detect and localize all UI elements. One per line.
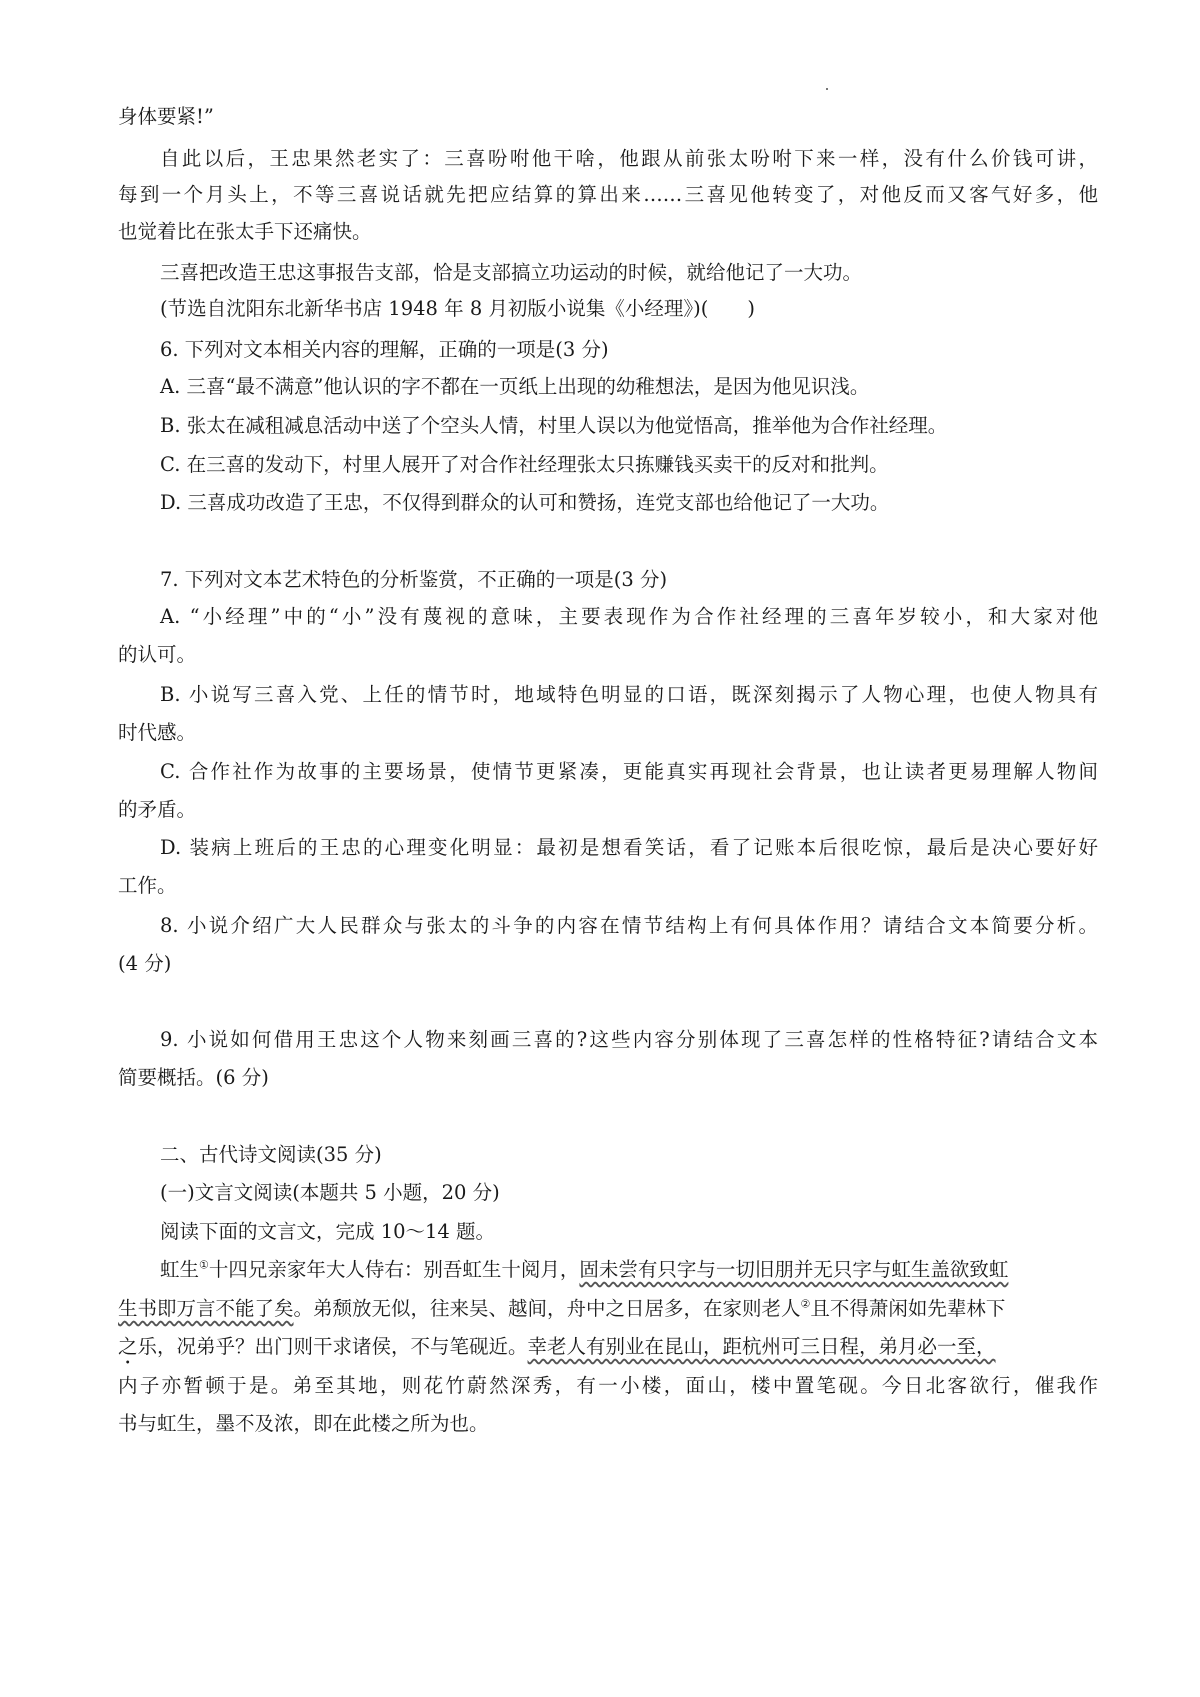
footnote-marker-2: ②	[800, 1297, 811, 1311]
story-p1-line-2: 每到一个月头上，不等三喜说话就先把应结算的算出来……三喜见他转变了，对他反而又客气好多，他	[118, 183, 1098, 206]
passage-line-3	[118, 1333, 1098, 1369]
q7-stem: 7. 下列对文本艺术特色的分析鉴赏，不正确的一项是(3 分)	[160, 568, 668, 591]
section2-title: 二、古代诗文阅读(35 分)	[160, 1143, 382, 1166]
q7-option-c-line-1: C. 合作社作为故事的主要场景，使情节更紧凑，更能真实再现社会背景，也让读者更易理解人物间	[160, 760, 1098, 783]
q7-option-a-line-2: 的认可。	[118, 643, 197, 666]
q7-option-b-line-1: B. 小说写三喜入党、上任的情节时，地域特色明显的口语，既深刻揭示了人物心理，也使人物具有	[160, 683, 1098, 706]
q6-option-b: B. 张太在减租减息活动中送了个空头人情，村里人误以为他觉悟高，推举他为合作社经理。	[160, 414, 948, 437]
underlined-sentence: 生书即万言不能了矣	[118, 1297, 294, 1320]
q9-line-2: 简要概括。(6 分)	[118, 1066, 269, 1089]
q7-option-d-line-2: 工作。	[118, 874, 177, 897]
story-source: (节选自沈阳东北新华书店 1948 年 8 月初版小说集《小经理》)( )	[160, 297, 756, 320]
passage-line-5: 书与虹生，墨不及浓，即在此楼之所为也。	[118, 1412, 489, 1435]
passage-line-1	[160, 1256, 1098, 1284]
q9-line-1: 9. 小说如何借用王忠这个人物来刻画三喜的?这些内容分别体现了三喜怎样的性格特征?请结合文本	[160, 1028, 1098, 1051]
passage-text: 且不得萧闲如先辈林下	[810, 1297, 1006, 1320]
q6-option-d: D. 三喜成功改造了王忠，不仅得到群众的认可和赞扬，连党支部也给他记了一大功。	[160, 491, 890, 514]
underlined-sentence: 幸老人有别业在昆山，距杭州可三日程，弟月必一至，	[527, 1335, 996, 1358]
passage-line-4: 内子亦暂顿于是。弟至其地，则花竹蔚然深秀，有一小楼，面山，楼中置笔砚。今日北客欲行，催我作	[118, 1374, 1098, 1397]
passage-text: 乐，况弟乎？出门则干求诸侯，不与笔砚近。	[137, 1335, 528, 1358]
q6-option-c: C. 在三喜的发动下，村里人展开了对合作社经理张太只拣赚钱买卖干的反对和批判。	[160, 453, 889, 476]
story-line-0: 身体要紧!”	[118, 105, 214, 128]
q6-option-a: A. 三喜“最不满意”他认识的字不都在一页纸上出现的幼稚想法，是因为他见识浅。	[160, 375, 870, 398]
q7-option-c-line-2: 的矛盾。	[118, 798, 197, 821]
q7-option-b-line-2: 时代感。	[118, 721, 197, 744]
q8-line-1: 8. 小说介绍广大人民群众与张太的斗争的内容在情节结构上有何具体作用？请结合文本简要分析。	[160, 914, 1098, 937]
story-p1-line-1: 自此以后，王忠果然老实了：三喜吩咐他干啥，他跟从前张太吩咐下来一样，没有什么价钱可讲，	[160, 147, 1098, 170]
q7-option-d-line-1: D. 装病上班后的王忠的心理变化明显：最初是想看笑话，看了记账本后很吃惊，最后是决心要好好	[160, 836, 1098, 859]
passage-text: 虹生	[160, 1258, 200, 1281]
footnote-marker-1: ①	[199, 1258, 209, 1272]
q7-option-a-line-1: A. “小经理”中的“小”没有蔑视的意味，主要表现作为合作社经理的三喜年岁较小，和大家对他	[160, 605, 1098, 628]
passage-text: 十四兄亲家年大人侍右：别吾虹生十阅月，	[208, 1258, 580, 1281]
passage-text: 。弟颓放无似，往来吴、越间，舟中之日居多，在家则老人	[293, 1297, 801, 1320]
q6-stem: 6. 下列对文本相关内容的理解，正确的一项是(3 分)	[160, 338, 609, 361]
scan-speck	[826, 88, 828, 90]
story-p2: 三喜把改造王忠这事报告支部，恰是支部搞立功运动的时候，就给他记了一大功。	[160, 261, 863, 284]
emphasized-char: 之	[118, 1335, 138, 1358]
section2-subtitle: (一)文言文阅读(本题共 5 小题，20 分)	[160, 1181, 500, 1204]
story-p1-line-3: 也觉着比在张太手下还痛快。	[118, 220, 372, 243]
passage-line-2	[118, 1295, 1098, 1323]
underlined-sentence: 固未尝有只字与一切旧朋并无只字与虹生盖欲致虹	[579, 1258, 1009, 1281]
q8-line-2: (4 分)	[118, 952, 172, 975]
section2-instruction: 阅读下面的文言文，完成 10～14 题。	[160, 1220, 496, 1243]
